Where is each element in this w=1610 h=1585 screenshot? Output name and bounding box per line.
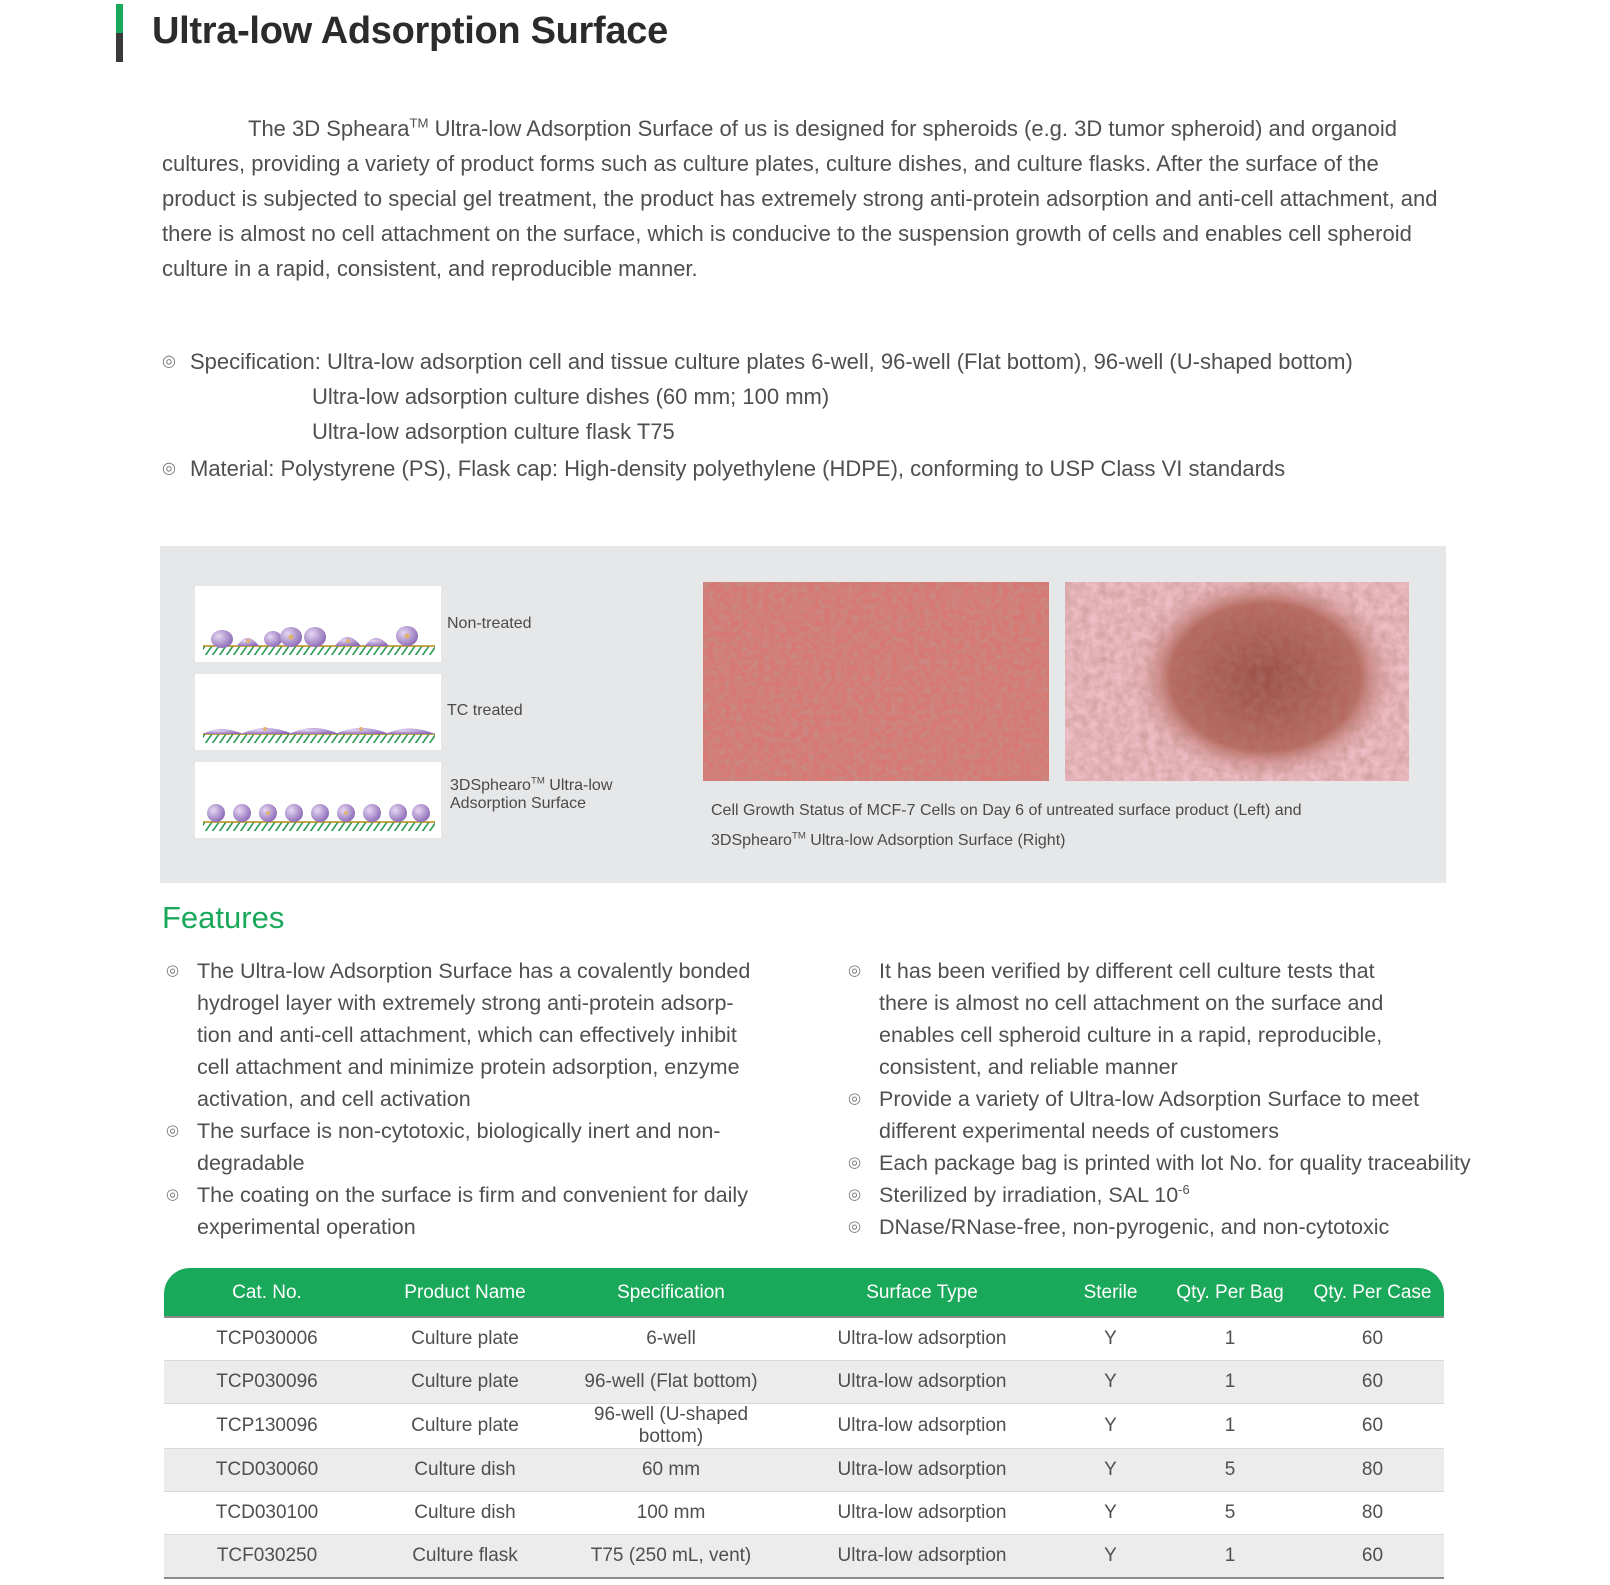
cell-cat-no: TCF030250 — [164, 1535, 370, 1579]
table-row — [164, 1535, 1444, 1579]
figure-caption — [711, 796, 1411, 856]
cell-specification: T75 (250 mL, vent) — [560, 1535, 782, 1579]
cell-cat-no: TCP030006 — [164, 1317, 370, 1361]
header-specification: Specification — [617, 1281, 725, 1303]
bullet-icon: ◎ — [162, 353, 176, 370]
cell-product-name: Culture dish — [370, 1492, 560, 1535]
microscopy-image-sphearo — [1065, 582, 1409, 781]
cell-product-name: Culture plate — [370, 1361, 560, 1404]
product-table — [164, 1268, 1444, 1579]
label-sphearo — [450, 777, 612, 813]
table-header-row — [164, 1268, 1444, 1317]
feature-item — [166, 955, 766, 1115]
diagram-tc-treated — [195, 674, 441, 750]
cell-sterile: Y — [1062, 1449, 1159, 1492]
caption-line-2a: 3DSphearo — [711, 832, 792, 849]
caption-line-1: Cell Growth Status of MCF-7 Cells on Day 6 of untreated surface product (Left) and — [711, 802, 1302, 819]
diagram-sphearo — [195, 762, 441, 838]
cell-sterile: Y — [1062, 1361, 1159, 1404]
cell-product-name: Culture plate — [370, 1404, 560, 1449]
header-surface-type: Surface Type — [866, 1281, 978, 1303]
bullet-icon: ◎ — [848, 1154, 862, 1171]
cell-surface-type: Ultra-low adsorption — [782, 1404, 1062, 1449]
specification-line-3: Ultra-low adsorption culture flask T75 — [312, 419, 675, 444]
caption-line-2b: Ultra-low Adsorption Surface (Right) — [805, 832, 1066, 849]
table-row — [164, 1404, 1444, 1449]
cell-specification: 6-well — [560, 1317, 782, 1361]
cell-surface-type: Ultra-low adsorption — [782, 1317, 1062, 1361]
cell-surface-type: Ultra-low adsorption — [782, 1449, 1062, 1492]
cell-surface-type: Ultra-low adsorption — [782, 1535, 1062, 1579]
cell-qty-per-bag: 1 — [1159, 1404, 1301, 1449]
bullet-icon: ◎ — [166, 1122, 180, 1139]
label-sphearo-text-2: Ultra-low — [544, 777, 613, 794]
features-list-left — [166, 955, 766, 1243]
cell-product-name: Culture plate — [370, 1317, 560, 1361]
feature-text: Each package bag is printed with lot No. for quality traceability — [879, 1151, 1471, 1175]
cell-qty-per-case: 60 — [1301, 1317, 1444, 1361]
cell-cat-no: TCP130096 — [164, 1404, 370, 1449]
cell-qty-per-case: 80 — [1301, 1492, 1444, 1535]
cell-qty-per-bag: 1 — [1159, 1317, 1301, 1361]
cell-qty-per-case: 60 — [1301, 1361, 1444, 1404]
header-sterile: Sterile — [1083, 1281, 1138, 1303]
bullet-icon: ◎ — [848, 962, 862, 979]
table-row — [164, 1361, 1444, 1404]
cell-cat-no: TCD030100 — [164, 1492, 370, 1535]
cell-qty-per-bag: 1 — [1159, 1535, 1301, 1579]
cell-specification: 100 mm — [560, 1492, 782, 1535]
header-product-name: Product Name — [404, 1281, 526, 1303]
cell-sterile: Y — [1062, 1404, 1159, 1449]
page-title: Ultra-low Adsorption Surface — [152, 10, 668, 52]
specification-line-2: Ultra-low adsorption culture dishes (60 mm; 100 mm) — [312, 384, 830, 409]
bullet-icon: ◎ — [166, 962, 180, 979]
table-row — [164, 1492, 1444, 1535]
cell-specification: 96-well (Flat bottom) — [560, 1361, 782, 1404]
feature-text: DNase/RNase-free, non-pyrogenic, and non-cytotoxic — [879, 1215, 1390, 1239]
cell-surface-type: Ultra-low adsorption — [782, 1492, 1062, 1535]
figure-panel — [160, 546, 1446, 883]
cell-diagram-sphearo-icon — [195, 762, 441, 838]
features-heading: Features — [162, 900, 285, 935]
trademark-mark: TM — [791, 830, 806, 842]
label-sphearo-text-3: Adsorption Surface — [450, 795, 587, 812]
cell-sterile: Y — [1062, 1535, 1159, 1579]
feature-item — [848, 1179, 1478, 1211]
bullet-icon: ◎ — [162, 460, 176, 477]
intro-paragraph — [162, 111, 1442, 286]
cell-surface-type: Ultra-low adsorption — [782, 1361, 1062, 1404]
cell-diagram-tc-treated-icon — [195, 674, 441, 750]
cell-specification: 96-well (U-shaped bottom) — [560, 1404, 782, 1449]
cell-qty-per-case: 60 — [1301, 1404, 1444, 1449]
table-row — [164, 1317, 1444, 1361]
header-cat-no: Cat. No. — [232, 1281, 302, 1303]
trademark-mark: TM — [530, 775, 545, 787]
feature-text: Provide a variety of Ultra-low Adsorption Surface to meet different experimental needs of customers — [879, 1087, 1420, 1143]
feature-item — [166, 1115, 766, 1179]
cell-product-name: Culture flask — [370, 1535, 560, 1579]
cell-qty-per-bag: 5 — [1159, 1449, 1301, 1492]
cell-sterile: Y — [1062, 1492, 1159, 1535]
cell-qty-per-case: 60 — [1301, 1535, 1444, 1579]
feature-item — [848, 955, 1478, 1083]
diagram-non-treated — [195, 586, 441, 662]
bullet-icon: ◎ — [848, 1186, 862, 1203]
cell-cat-no: TCP030096 — [164, 1361, 370, 1404]
features-list-right — [848, 955, 1478, 1243]
title-accent-bar — [116, 4, 123, 62]
specification-line-1: Specification: Ultra-low adsorption cell and tissue culture plates 6-well, 96-well (Flat bottom), 96-well (U-shaped bottom) — [190, 349, 1353, 374]
feature-item — [848, 1083, 1478, 1147]
bullet-icon: ◎ — [848, 1218, 862, 1235]
trademark-mark: TM — [409, 115, 429, 131]
label-non-treated: Non-treated — [447, 615, 532, 632]
cell-qty-per-bag: 5 — [1159, 1492, 1301, 1535]
table-row — [164, 1449, 1444, 1492]
feature-text: It has been verified by different cell culture tests that there is almost no cell attachment on the surface and enables cell spheroid culture in a rapid, reproducible, consistent, and reliable manner — [879, 959, 1384, 1079]
bullet-icon: ◎ — [166, 1186, 180, 1203]
feature-item — [848, 1147, 1478, 1179]
cell-qty-per-bag: 1 — [1159, 1361, 1301, 1404]
cell-qty-per-case: 80 — [1301, 1449, 1444, 1492]
label-tc-treated: TC treated — [447, 702, 523, 719]
feature-item — [848, 1211, 1478, 1243]
material-text: Material: Polystyrene (PS), Flask cap: High-density polyethylene (HDPE), conforming to USP Class VI standards — [190, 456, 1286, 481]
feature-text: The Ultra-low Adsorption Surface has a covalently bonded hydrogel layer with extremely strong anti-protein adsorp-tion and anti-cell attachment, which can effectively inhibit cell attachment and minimize protein adsorption, enzyme activation, and cell activation — [197, 959, 751, 1111]
microscopy-image-untreated — [703, 582, 1049, 781]
product-table-wrapper — [164, 1268, 1444, 1579]
feature-text: The coating on the surface is firm and convenient for daily experimental operation — [197, 1183, 748, 1239]
cell-cat-no: TCD030060 — [164, 1449, 370, 1492]
header-qty-per-case: Qty. Per Case — [1313, 1281, 1432, 1303]
bullet-icon: ◎ — [848, 1090, 862, 1107]
intro-text-1: The 3D Spheara — [248, 116, 410, 141]
cell-sterile: Y — [1062, 1317, 1159, 1361]
feature-text: Sterilized by irradiation, SAL 10 — [879, 1183, 1179, 1207]
feature-item — [166, 1179, 766, 1243]
feature-text: The surface is non-cytotoxic, biologically inert and non-degradable — [197, 1119, 721, 1175]
cell-specification: 60 mm — [560, 1449, 782, 1492]
intro-text-2: Ultra-low Adsorption Surface of us is designed for spheroids (e.g. 3D tumor spheroid) and organoid cultures, providing a variety of product forms such as culture plates, culture dishes, and culture flasks. After the surface of the product is subjected to special gel treatment, the product has extremely strong anti-protein adsorption and anti-cell attachment, and there is almost no cell attachment on the surface, which is conducive to the suspension growth of cells and enables cell spheroid culture in a rapid, consistent, and reproducible manner. — [162, 116, 1438, 281]
label-sphearo-text: 3DSphearo — [450, 777, 531, 794]
cell-product-name: Culture dish — [370, 1449, 560, 1492]
superscript-exponent: -6 — [1178, 1181, 1190, 1197]
header-qty-per-bag: Qty. Per Bag — [1176, 1281, 1284, 1303]
cell-diagram-non-treated-icon — [195, 586, 441, 662]
